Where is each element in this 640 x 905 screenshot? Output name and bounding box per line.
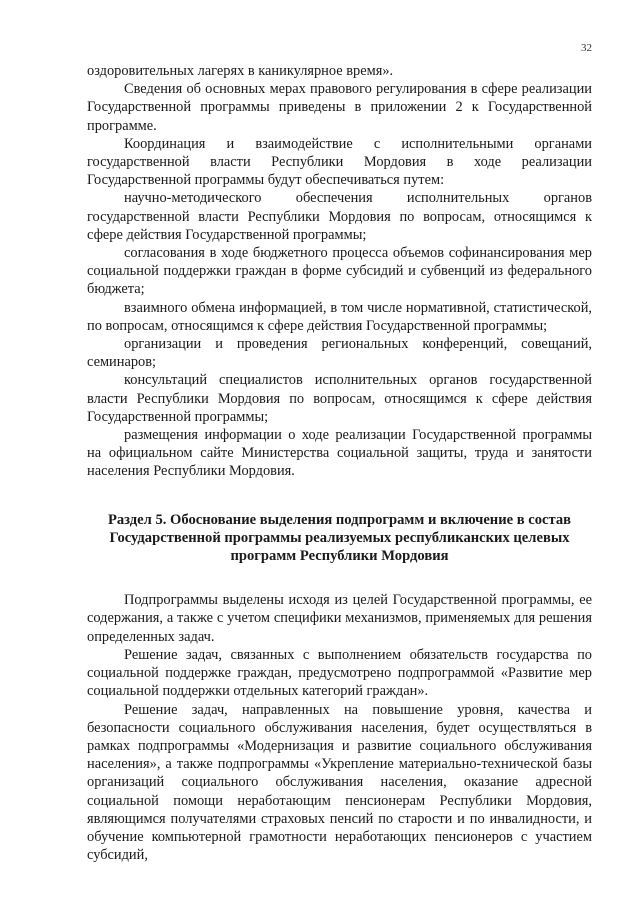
paragraph-social-services: Решение задач, направленных на повышение уровня, качества и безопасности социального обслуживания населения, будет осуществляться в рамках подпрограммы «Модернизация и развитие социального обслуживания населения», а также подпрограммы «Укрепление материально-технической базы организаций социального обслуживания населения, оказание адресной социальной помощи неработающим пенсионерам Республики Мордовия, являющимся получателями страховых пенсий по старости и по инвалидности, и обучение компьютерной грамотности неработающих пенсионеров с участием субсидий, (87, 701, 592, 864)
list-item-consultations: консультаций специалистов исполнительных органов государственной власти Республики Мордовия по вопросам, относящимся к сфере действия Государственной программы; (87, 372, 592, 425)
paragraph-social-support: Решение задач, связанных с выполнением обязательств государства по социальной поддержке граждан, предусмотрено подпрограммой «Развитие мер социальной поддержки отдельных категорий граждан». (87, 646, 592, 700)
list-item-conferences: организации и проведения региональных конференций, совещаний, семинаров; (87, 336, 592, 371)
page-content (87, 62, 592, 864)
paragraph-coordination: Координация и взаимодействие с исполнительными органами государственной власти Республики Мордовия в ходе реализации Государственной программы будут обеспечиваться путем: (87, 135, 592, 189)
list-item-methodological-support: научно-методического обеспечения исполнительных органов государственной власти Республики Мордовия по вопросам, относящимся к сфере действия Государственной программы; (87, 190, 592, 243)
section-heading: Раздел 5. Обоснование выделения подпрограмм и включение в состав Государственной программы реализуемых республиканских целевых программ Республики Мордовия (107, 511, 572, 565)
page-number: 32 (581, 42, 592, 54)
list-item-budget-coordination: согласования в ходе бюджетного процесса объемов софинансирования мер социальной поддержки граждан в форме субсидий и субвенций из федерального бюджета; (87, 245, 592, 298)
paragraph-continuation: оздоровительных лагерях в каникулярное время». (87, 63, 394, 79)
list-item-information-exchange: взаимного обмена информацией, в том числе нормативной, статистической, по вопросам, относящимся к сфере действия Государственной программы; (87, 299, 592, 334)
section-spacer (87, 565, 592, 591)
list-item-publication: размещения информации о ходе реализации Государственной программы на официальном сайте Министерства социальной защиты, труда и занятости населения Республики Мордовия. (87, 427, 592, 480)
paragraph-subprograms: Подпрограммы выделены исходя из целей Государственной программы, ее содержания, а также с учетом специфики механизмов, применяемых для решения определенных задач. (87, 592, 592, 645)
paragraph-legal-regulation: Сведения об основных мерах правового регулирования в сфере реализации Государственной программы приведены в приложении 2 к Государственной программе. (87, 81, 592, 134)
